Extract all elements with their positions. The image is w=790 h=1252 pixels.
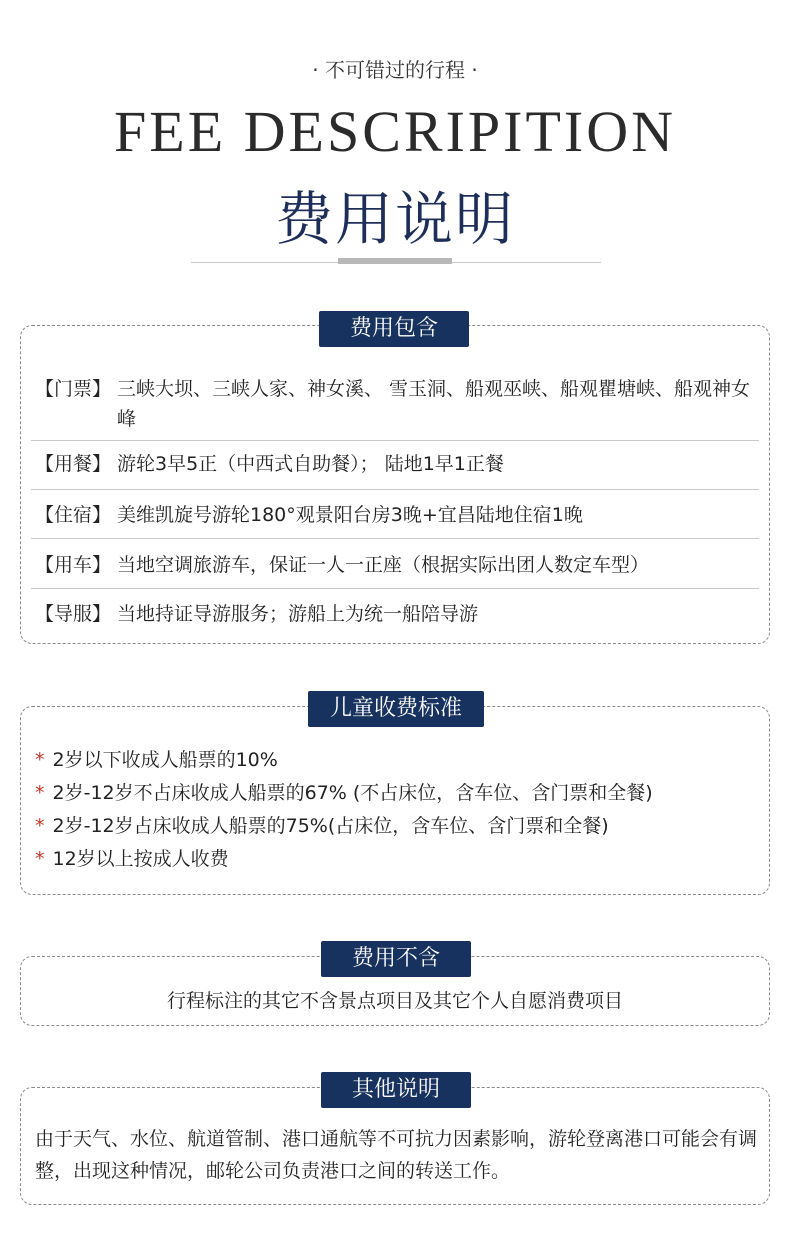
row-label: 【门票】 xyxy=(35,378,112,400)
row-text: 美维凯旋号游轮180°观景阳台房3晚+宜昌陆地住宿1晚 xyxy=(117,504,583,526)
fee-included-box xyxy=(20,316,770,644)
row-label: 【导服】 xyxy=(35,603,112,625)
list-item-text: 2岁以下收成人船票的10% xyxy=(52,749,278,771)
fee-excluded-tag: 费用不含 xyxy=(321,941,471,977)
list-item-text: 2岁-12岁占床收成人船票的75%(占床位，含车位、含门票和全餐) xyxy=(52,815,609,837)
row-divider xyxy=(31,538,759,539)
row-text: 游轮3早5正（中西式自助餐）； 陆地1早1正餐 xyxy=(117,453,504,475)
fee-excluded-box xyxy=(20,946,770,1026)
row-text: 当地空调旅游车，保证一人一正座（根据实际出团人数定车型） xyxy=(117,554,650,576)
page-title: 费用说明 xyxy=(274,185,515,253)
other-notes-box xyxy=(20,1077,770,1205)
row-divider xyxy=(31,440,759,441)
bullet-star-icon: * xyxy=(35,815,45,837)
bullet-star-icon: * xyxy=(35,848,45,870)
fee-included-tag: 费用包含 xyxy=(319,311,469,347)
row-label: 【用餐】 xyxy=(35,453,112,475)
row-divider xyxy=(31,588,759,589)
child-fee-tag: 儿童收费标准 xyxy=(308,691,484,727)
list-item xyxy=(35,374,759,434)
title-divider-accent xyxy=(338,258,452,264)
english-title: FEE DESCRIPITION xyxy=(114,99,676,164)
bullet-star-icon: * xyxy=(35,782,45,804)
list-item xyxy=(35,811,609,841)
list-item-text: 12岁以上按成人收费 xyxy=(52,848,229,870)
list-item xyxy=(35,745,278,775)
row-label: 【用车】 xyxy=(35,554,112,576)
row-divider xyxy=(31,489,759,490)
child-fee-box xyxy=(20,696,770,895)
other-notes-text: 由于天气、水位、航道管制、港口通航等不可抗力因素影响，游轮登离港口可能会有调整，出现这种情况，邮轮公司负责港口之间的转送工作。 xyxy=(35,1128,758,1182)
list-item xyxy=(35,844,229,874)
row-text: 当地持证导游服务；游船上为统一船陪导游 xyxy=(117,603,479,625)
list-item-text: 2岁-12岁不占床收成人船票的67% (不占床位，含车位、含门票和全餐) xyxy=(52,782,653,804)
other-notes-tag: 其他说明 xyxy=(321,1072,471,1108)
section-subtitle: · 不可错过的行程 · xyxy=(312,58,478,82)
row-label: 【住宿】 xyxy=(35,504,112,526)
excluded-text: 行程标注的其它不含景点项目及其它个人自愿消费项目 xyxy=(166,990,623,1012)
row-text: 三峡大坝、三峡人家、神女溪、 雪玉洞、船观巫峡、船观瞿塘峡、船观神女峰 xyxy=(117,378,751,430)
list-item xyxy=(35,778,653,808)
bullet-star-icon: * xyxy=(35,749,45,771)
